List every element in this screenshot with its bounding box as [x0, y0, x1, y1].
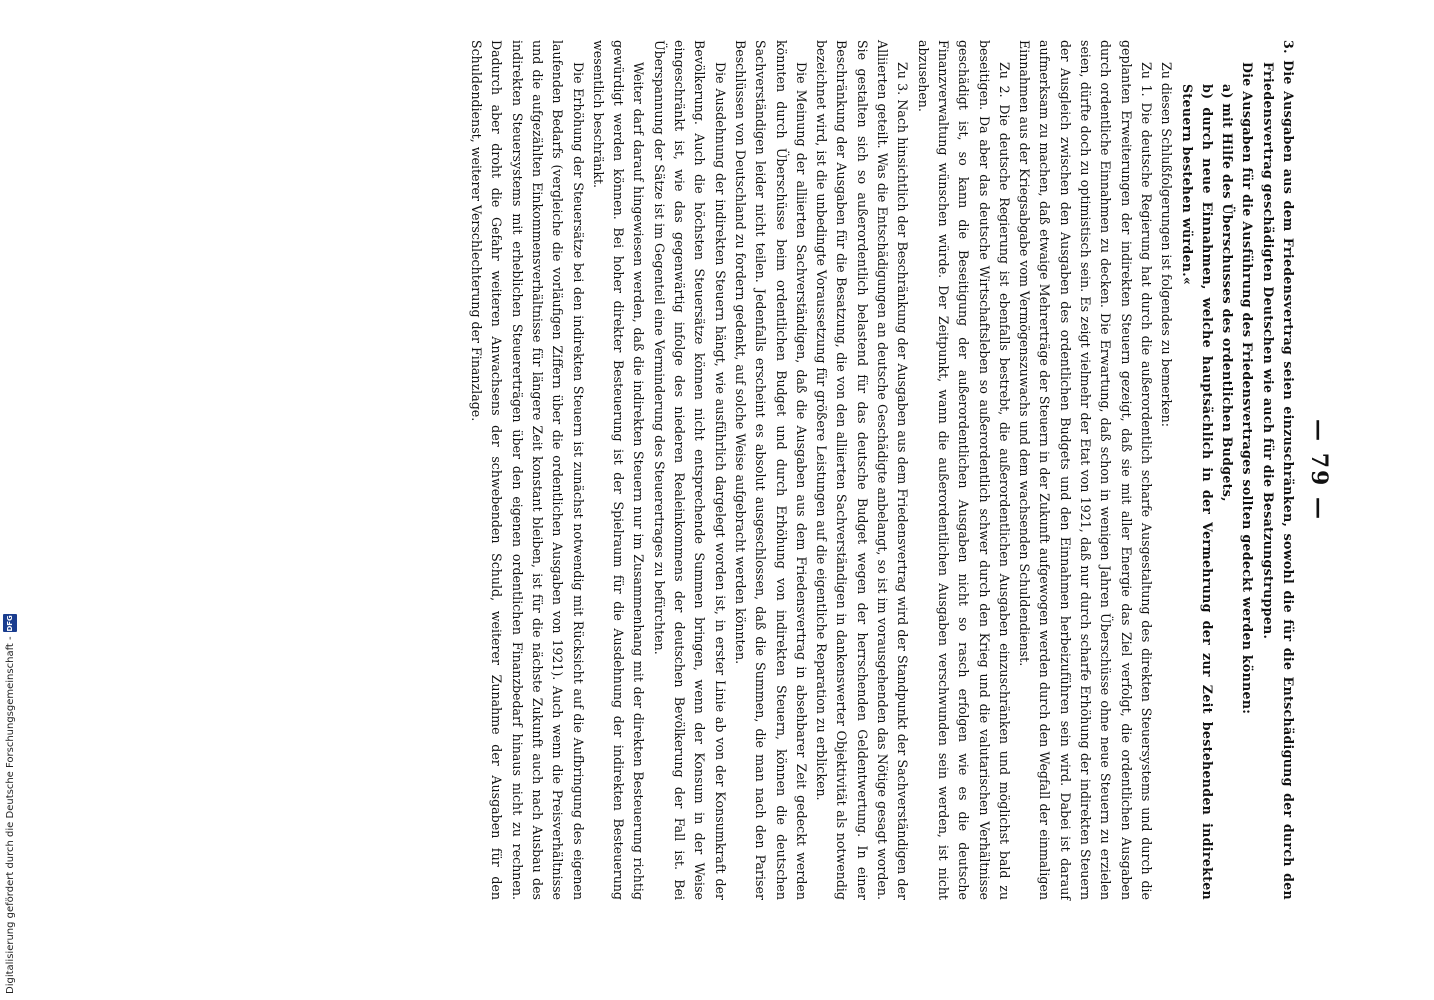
item-3-continuation: Die Ausgaben für die Ausführung des Friedensvertrages sollten gedeckt werden können:	[1240, 62, 1256, 715]
item-3-intro: 3. Die Ausgaben aus dem Friedensvertrag seien einzuschränken, sowohl die für die Entschädigung der durch den Friedensvertrag geschädigten Deutschen wie auch für die Besatzungstruppen.	[1260, 40, 1296, 900]
paragraph-zu-2: Zu 2. Die deutsche Regierung ist ebenfalls bestrebt, die außerordentlichen Ausgaben einzuschränken und möglichst bald zu beseitigen. Da aber das deutsche Wirtschaftsleben so außerordentlich schwer durch den Krieg und die valutarischen Verhältnisse geschädigt ist, so kann die Beseitigung der außerordentlichen Ausgaben nicht so rasch erfolgen wie es die deutsche Finanzverwaltung wünschen würde. Der Zeitpunkt, wann die außerordentlichen Ausgaben verschwunden sein werden, ist nicht abzusehen.	[915, 40, 1012, 900]
footer-text: Digitalisierung gefördert durch die Deutsche Forschungsgemeinschaft -	[4, 636, 16, 994]
item-b: b) durch neue Einnahmen, welche hauptsächlich in der Vermehrung der zur Zeit bestehenden indirekten Steuern bestehen würden.«	[1179, 84, 1215, 900]
paragraph-opinion: Die Meinung der alliierten Sachverständigen, daß die Ausgaben aus dem Friedensvertrag in absehbarer Zeit gedeckt werden könnten durch Überschüsse beim ordentlichen Budget und durch Erhöhung von indirekten Steuern, können die deutschen Sachverständigen leider nicht teilen. Jedenfalls erscheint es absolut ausgeschlossen, daß die Summen, die man nach den Pariser Beschlüssen von Deutschland zu fordern gedenkt, auf solche Weise aufgebracht werden könnten.	[732, 40, 809, 900]
item-a: a) mit Hilfe des Überschusses des ordentlichen Budgets,	[1220, 84, 1236, 502]
dfg-logo-icon: DFG	[3, 614, 17, 632]
paragraph-remarks-intro: Zu diesen Schlußfolgerungen ist folgendes zu bemerken:	[1159, 62, 1175, 427]
digitization-footer	[0, 0, 20, 1000]
paragraph-tax-increase: Die Erhöhung der Steuersätze bei den indirekten Steuern ist zunächst notwendig mit Rücksicht auf die Aufbringung des eigenen laufenden Bedarfs (vergleiche die vorläufigen Ziffern über die ordentlichen Ausgaben von 1921). Auch wenn die Preisverhältnisse und die aufgezählten Einkommensverhältnisse für längere Zeit konstant bleiben, ist für die nächste Zukunft auch nach Ausbau des indirekten Steuersystems mit erheblichen Steuererträgen über den eigenen ordentlichen Finanzbedarf hinaus nicht zu rechnen. Dadurch aber droht die Gefahr weiteren Anwachsens der schwebenden Schuld, weiterer Zunahme der Ausgaben für den Schuldendienst, weiterer Verschlechterung der Finanzlage.	[469, 40, 586, 900]
paragraph-zu-1: Zu 1. Die deutsche Regierung hat durch die außerordentlich scharfe Ausgestaltung des direkten Steuersystems und durch die geplanten Erweiterungen der indirekten Steuern gezeigt, daß sie mit aller Energie das Ziel verfolgt, die ordentlichen Ausgaben durch ordentliche Einnahmen zu decken. Die Erwartung, daß schon in wenigen Jahren Überschüsse ohne neue Steuern zu erzielen seien, dürfte doch zu optimistisch sein. Es zeigt vielmehr der Etat von 1921, daß nur durch scharfe Erhöhung der indirekten Steuern der Ausgleich zwischen den Ausgaben des ordentlichen Budgets und den Einnahmen herbeizuführen sein wird. Dabei ist darauf aufmerksam zu machen, daß etwaige Mehrerträge der Steuern in der Zukunft aufgewogen werden durch den Wegfall der einmaligen Einnahmen aus der Kriegsabgabe vom Vermögenszuwachs und dem wachsenden Schuldendienst.	[1017, 40, 1154, 900]
page-body	[86, 40, 1336, 900]
paragraph-zu-3: Zu 3. Nach hinsichtlich der Beschränkung der Ausgaben aus dem Friedensvertrag wird der Standpunkt der Sachverständigen der Alliierten geteilt. Was die Entschädigungen an deutsche Geschädigte anbelangt, so ist im vorausgehenden das Nötige gesagt worden. Sie gestalten sich so außerordentlich belastend für das deutsche Budget wegen der herrschenden Geldentwertung. In einer Beschränkung der Ausgaben für die Besatzung, die von den alliierten Sachverständigen in dankenswerter Objektivität als notwendig bezeichnet wird, ist die unbedingte Voraussetzung für größere Leistungen auf die eigentliche Reparation zu erblicken.	[814, 40, 911, 900]
paragraph-indirect-taxes: Die Ausdehnung der indirekten Steuern hängt, wie ausführlich dargelegt worden ist, in erster Linie ab von der Konsumkraft der Bevölkerung. Auch die höchsten Steuersätze können nicht entsprechende Summen bringen, wenn der Konsum in der Weise eingeschränkt ist, wie das gegenwärtig infolge des niederen Realeinkommens der deutschen Bevölkerung der Fall ist. Bei Überspannung der Sätze ist im Gegenteil eine Verminderung des Steuerertrages zu befürchten.	[651, 40, 728, 900]
page-number: — 79 —	[1306, 419, 1332, 521]
paragraph-direct-taxation: Weiter darf darauf hingewiesen werden, daß die indirekten Steuern nur im Zusammenhang mit der direkten Besteuerung richtig gewürdigt werden können. Bei hoher direkter Besteuerung ist der Spielraum für die Ausdehnung der indirekten Besteuerung wesentlich beschränkt.	[590, 40, 647, 900]
